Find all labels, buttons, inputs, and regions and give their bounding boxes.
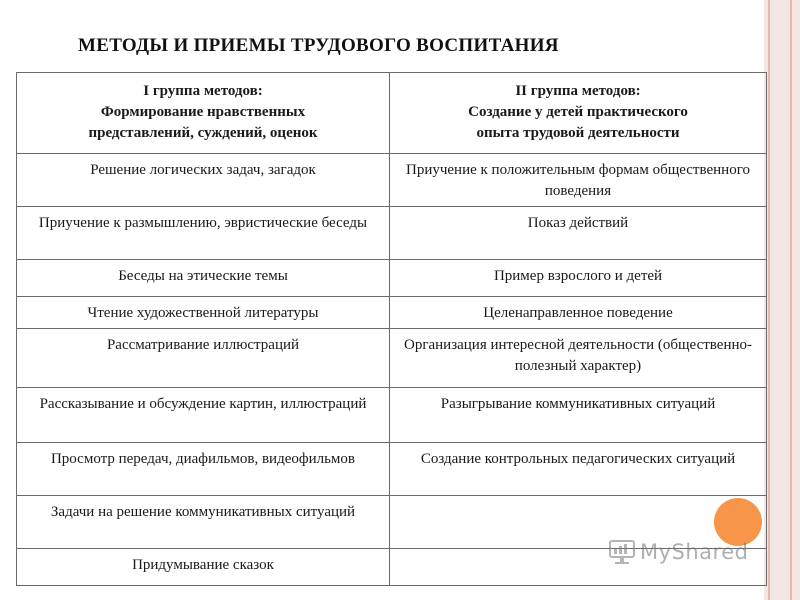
header-group-2-title-cont: опыта трудовой деятельности [476, 125, 680, 141]
table-cell-group-2: Создание контрольных педагогических ситуаций [390, 443, 767, 496]
table-row [17, 154, 767, 207]
table-cell-group-1: Рассказывание и обсуждение картин, иллюстраций [17, 388, 390, 443]
watermark [608, 536, 773, 568]
table-cell-group-1: Придумывание сказок [17, 549, 390, 586]
table-row [17, 388, 767, 443]
myshared-logo-icon [608, 539, 636, 565]
slide-title: МЕТОДЫ И ПРИЕМЫ ТРУДОВОГО ВОСПИТАНИЯ [78, 35, 559, 56]
header-group-2-title: Создание у детей практического [468, 104, 688, 120]
header-group-2 [390, 73, 767, 154]
table-cell-group-2: Организация интересной деятельности (общественно-полезный характер) [390, 329, 767, 388]
table-header-row [17, 73, 767, 154]
table-row [17, 443, 767, 496]
table-row [17, 207, 767, 260]
header-group-1-title-cont: представлений, суждений, оценок [88, 125, 318, 141]
table-cell-group-2: Приучение к положительным формам общественного поведения [390, 154, 767, 207]
table-row [17, 260, 767, 297]
table-cell-group-1: Решение логических задач, загадок [17, 154, 390, 207]
slide-edge-line [790, 0, 792, 600]
watermark-text: MyShared [640, 540, 749, 564]
table-cell-group-2: Разыгрывание коммуникативных ситуаций [390, 388, 767, 443]
slide-edge-line [768, 0, 770, 600]
table-cell-group-1: Просмотр передач, диафильмов, видеофильмов [17, 443, 390, 496]
header-group-2-label: II группа методов: [515, 83, 641, 99]
table-cell-group-1: Приучение к размышлению, эвристические беседы [17, 207, 390, 260]
table-cell-group-2: Целенаправленное поведение [390, 297, 767, 329]
table-row [17, 297, 767, 329]
table-cell-group-1: Рассматривание иллюстраций [17, 329, 390, 388]
table-cell-group-2: Показ действий [390, 207, 767, 260]
methods-table [16, 72, 767, 586]
table-cell-group-2: Пример взрослого и детей [390, 260, 767, 297]
table-cell-group-1: Чтение художественной литературы [17, 297, 390, 329]
table-cell-group-1: Беседы на этические темы [17, 260, 390, 297]
table-row [17, 329, 767, 388]
header-group-1-title: Формирование нравственных [100, 104, 306, 120]
header-group-1 [17, 73, 390, 154]
table-cell-group-1: Задачи на решение коммуникативных ситуаций [17, 496, 390, 549]
header-group-1-label: I группа методов: [143, 83, 263, 99]
